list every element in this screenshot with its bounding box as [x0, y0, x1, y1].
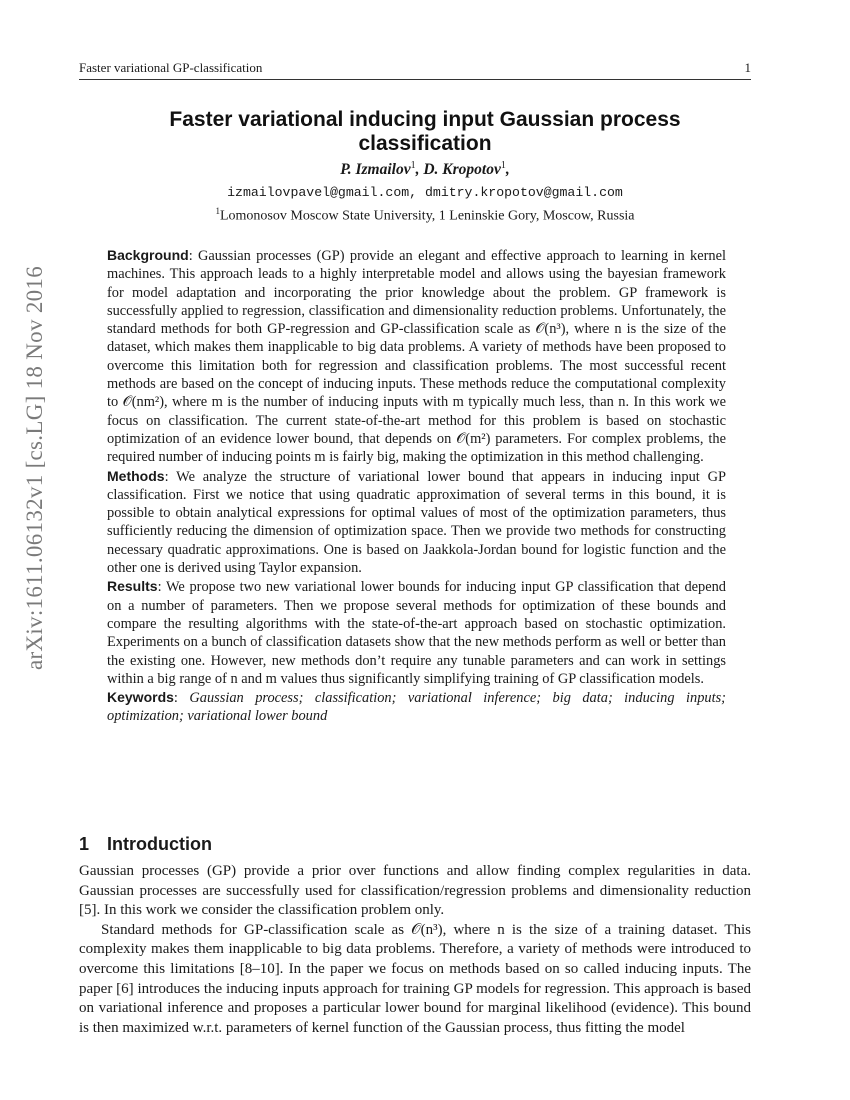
section-number: 1 [79, 834, 90, 854]
abstract-keywords [107, 688, 726, 726]
affiliation-text: Lomonosov Moscow State University, 1 Leninskie Gory, Moscow, Russia [219, 208, 635, 224]
body-paragraph: Standard methods for GP-classification scale as 𝒪(n³), where n is the size of a training dataset. This complexity makes them inapplicable to big data problems. Therefore, a variety of methods were introduced to overcome this limitations [8–10]. In the paper we focus on methods based on so called inducing inputs. The paper [6] introduces the inducing inputs approach for training GP models for regression. This approach is based on variational inference and proposes a particular lower bound for marginal likelihood (evidence). This bound is then maximized w.r.t. parameters of kernel function of the Gaussian process, thus fitting the model [79, 921, 751, 1036]
body-paragraph: Gaussian processes (GP) provide a prior over functions and allow finding complex regularities in data. Gaussian processes are successfully used for classification/regression problems and dimensionality reduction [5]. In this work we consider the classification problem only. [79, 863, 751, 919]
results-label: Results [107, 578, 158, 595]
abstract-background [107, 246, 726, 467]
affiliation-mark: 1 [215, 206, 220, 216]
author-emails: izmailovpavel@gmail.com, dmitry.kropotov@gmail.com [227, 185, 623, 200]
arxiv-stamp [20, 265, 50, 671]
author-affil-mark: 1 [410, 160, 416, 171]
running-title: Faster variational GP-classification [79, 60, 263, 75]
methods-text: : We analyze the structure of variational lower bound that appears in inducing input GP classification. First we notice that using quadratic approximation of several terms in this bound, it is possible to obtain analytical expressions for optimal values of most of the optimization parameters, thus sufficiently reducing the dimension of optimization space. Then we provide two methods for constructing necessary quadratic approximations. One is based on Jaakkola-Jordan bound for logistic function and the other one is derived using Taylor expansion. [107, 468, 726, 577]
keywords-text: Gaussian process; classification; variational inference; big data; inducing inputs; optimization; variational lower bound [107, 690, 726, 725]
section-heading-introduction [79, 834, 751, 855]
author-name: D. Kropotov [423, 161, 501, 179]
keywords-label: Keywords [107, 689, 174, 706]
author-list [120, 160, 730, 179]
author-name: P. Izmailov [340, 161, 411, 179]
author-separator: , [505, 161, 510, 179]
author-separator: , [415, 161, 420, 179]
abstract [107, 246, 726, 726]
arxiv-stamp-text: arXiv:1611.06132v1 [cs.LG] 18 Nov 2016 [22, 265, 47, 671]
background-text: : Gaussian processes (GP) provide an elegant and effective approach to learning in kernel machines. This approach leads to a highly interpretable model and allows using the bayesian framework for model adaptation and incorporating the prior knowledge about the problem. GP framework is successfully applied to regression, classification and dimensionality reduction problems. Unfortunately, the standard methods for both GP-regression and GP-classification scale as 𝒪(n³), where n is the size of the dataset, which makes them inapplicable to big data problems. A variety of methods have been proposed to overcome this limitation both for regression and classification problems. The most successful recent methods are based on the concept of inducing inputs. These methods reduce the computational complexity to 𝒪(nm²), where m is the number of inducing inputs with m typically much less, than n. In this work we focus on classification. The current state-of-the-art method for this problem is based on stochastic optimization of an evidence lower bound, that depends on 𝒪(m²) parameters. For complex problems, the required number of inducing points m is fairly big, making the optimization in this method challenging. [107, 248, 726, 466]
affiliation [120, 206, 730, 225]
results-text: : We propose two new variational lower bounds for inducing input GP classification that depend on a number of parameters. Then we propose several methods for optimization of these bounds and compare the resulting algorithms with the state-of-the-art approach based on stochastic optimization. Experiments on a bunch of classification datasets show that the new methods perform as well or better than the existing one. However, new methods don’t require any tunable parameters and can work in settings within a big range of n and m values thus significantly simplifying training of GP classification models. [107, 579, 726, 687]
keywords-colon: : [173, 690, 190, 707]
author-affil-mark: 1 [500, 160, 506, 171]
background-label: Background [107, 247, 189, 263]
abstract-results [107, 577, 726, 688]
abstract-methods [107, 467, 726, 578]
methods-label: Methods [107, 467, 165, 484]
page-number: 1 [744, 60, 751, 75]
introduction-body [79, 862, 751, 1038]
paper-title: Faster variational inducing input Gaussian process classification [169, 108, 681, 155]
running-header [79, 60, 751, 80]
section-title: Introduction [107, 834, 212, 854]
